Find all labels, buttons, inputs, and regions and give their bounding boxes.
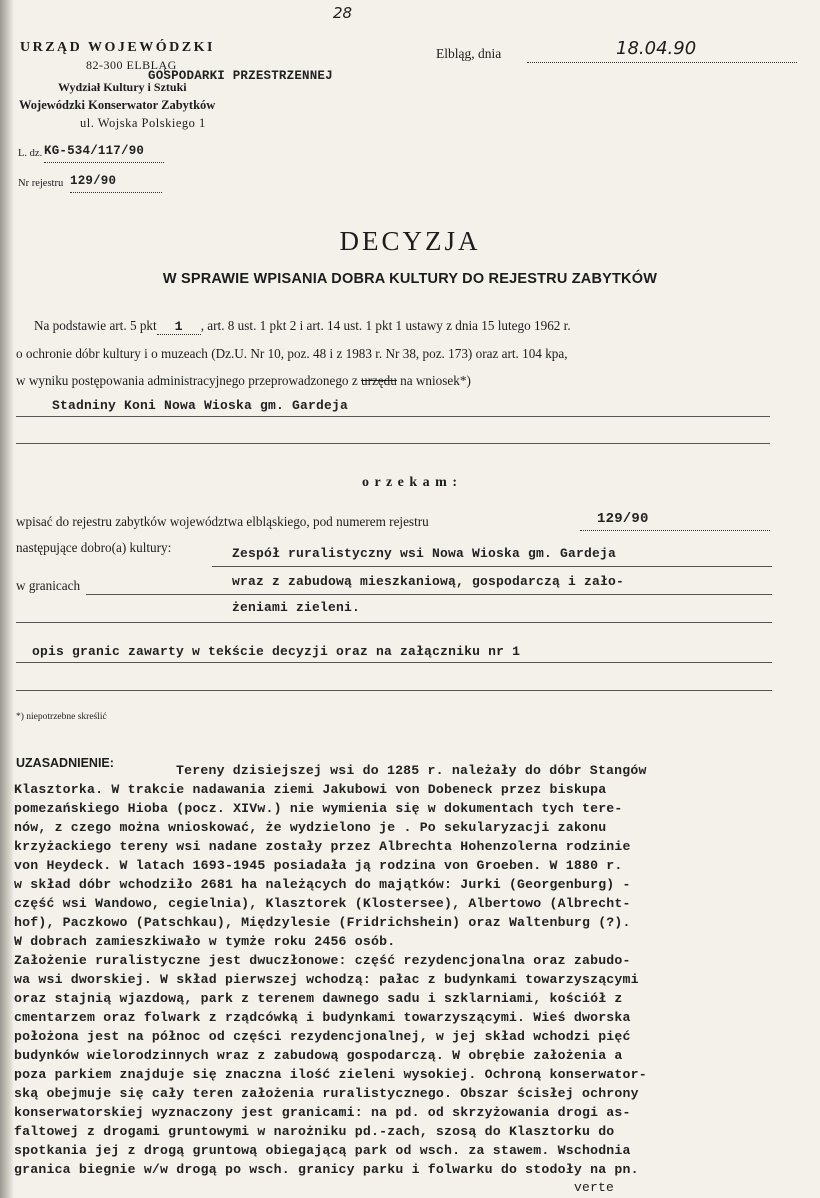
ref-label: L. dz. [18, 148, 43, 159]
document-title: DECYZJA [339, 226, 481, 256]
register-line [70, 192, 162, 193]
entry-number-line [580, 530, 770, 531]
entry-line4-rule [16, 622, 772, 623]
document-subtitle: W SPRAWIE WPISANIA DOBRA KULTURY DO REJESTRU ZABYTKÓW [162, 271, 658, 287]
justification-line: W dobrach zamieszkiwało w tymże roku 2456 osób. [14, 934, 396, 949]
basis-line3-a: w wyniku postępowania administracyjnego przeprowadzonego z [16, 373, 358, 388]
justification-line: pomezańskiego Hioba (pocz. XIVw.) nie wymienia się w dokumentach tych tere- [14, 801, 623, 816]
basis-line1-a: Na podstawie art. 5 pkt [34, 318, 157, 333]
entry-register-number: 129/90 [597, 511, 649, 527]
justification-line: spotkania jej z drogą gruntową obiegającą park od wsch. za stawem. Wschodnia [14, 1143, 631, 1158]
justification-line: Założenie ruralistyczne jest dwuczłonowe: część rezydencjonalna oraz zabudo- [14, 953, 631, 968]
entry-line3-value: wraz z zabudową mieszkaniową, gospodarczą i zało- [232, 574, 625, 589]
office-postcode: 82-300 ELBLĄG [86, 58, 177, 72]
justification-line: cmentarzem oraz folwark z rządcówką i budynkami towarzyszącymi. Wieś dworska [14, 1010, 631, 1025]
ref-line [44, 162, 164, 163]
applicant-line-1 [16, 416, 770, 417]
page-number: 28 [333, 4, 353, 22]
ref-value: KG-534/117/90 [44, 144, 145, 158]
justification-line: budynków wielorodzinnych wraz z zabudową gospodarczą. W obrębie założenia a [14, 1048, 623, 1063]
justification-line: ską obejmuje się cały teren założenia ruralistycznego. Obszar ścisłej ochrony [14, 1086, 639, 1101]
justification-line: w skład dóbr wchodziło 2681 ha należących do majątków: Jurki (Georgenburg) - [14, 877, 631, 892]
justification-line: granica biegnie w/w drogą po wsch. granicy parku i folwarku do stodoły na pn. [14, 1162, 639, 1177]
footnote-text: *) niepotrzebne skreślić [16, 712, 107, 722]
justification-line: wa wsi dworskiej. W skład pierwszej wchodzą: pałac z budynkami towarzyszącymi [14, 972, 639, 987]
entry-line2-value: Zespół ruralistyczny wsi Nowa Wioska gm. Gardeja [232, 546, 617, 561]
verte: verte [574, 1180, 615, 1195]
entry-line6-rule [16, 690, 772, 691]
justification-line: poza parkiem znajduje się znaczna ilość zieleni wysokiej. Ochroną konserwator- [14, 1067, 647, 1082]
justification-line: Klasztorka. W trakcie nadawania ziemi Jakubowi von Dobeneck przez biskupa [14, 782, 607, 797]
entry-line3-label: w granicach [16, 578, 81, 593]
date-label: Elbląg, dnia [436, 46, 502, 61]
conservator-line: Wojewódzki Konserwator Zabytków [19, 98, 216, 112]
justification-line: krzyżackiego tereny wsi nadane zostały przez Albrechta Hohenzolerna rodzinie [14, 839, 631, 854]
justification-line: faltowej z drogami gruntowymi w narożniku pd.-zach, szosą do Klasztorku do [14, 1124, 615, 1139]
street-line: ul. Wojska Polskiego 1 [80, 116, 206, 130]
justification-line: część wsi Wandowo, cegielnia), Klasztorek (Klostersee), Albertowo (Albrecht- [14, 896, 631, 911]
register-label: Nr rejestru [18, 178, 64, 189]
binding-shadow [0, 0, 14, 1198]
office-name: URZĄD WOJEWÓDZKI [20, 40, 215, 55]
basis-line2: o ochronie dóbr kultury i o muzeach (Dz.U. Nr 10, poz. 48 i z 1983 r. Nr 38, poz. 173) oraz art. 104 kpa, [16, 346, 568, 361]
justification-line: położona jest na północ od części rezydencjonalnej, w jej skład wchodzi pięć [14, 1029, 631, 1044]
justification-line: oraz stajnią wjazdową, park z terenem dawnego sadu i szklarniami, kościół z [14, 991, 623, 1006]
date-value: 18.04.90 [616, 38, 697, 59]
applicant-line-2 [16, 443, 770, 444]
justification-line: nów, z czego można wnioskować, że wydzielono je . Po sekularyzacji zakonu [14, 820, 607, 835]
basis-pkt: 1 [157, 319, 201, 335]
basis-line1-b: , art. 8 ust. 1 pkt 2 i art. 14 ust. 1 pkt 1 ustawy z dnia 15 lutego 1962 r. [200, 318, 571, 333]
entry-line2-label: następujące dobro(a) kultury: [16, 540, 172, 555]
department-line: Wydział Kultury i Sztuki [58, 80, 187, 94]
entry-line5-value: opis granic zawarty w tekście decyzji oraz na załączniku nr 1 [32, 644, 521, 659]
entry-line5-rule [16, 662, 772, 663]
entry-line1: wpisać do rejestru zabytków województwa elbląskiego, pod numerem rejestru [16, 514, 429, 529]
justification-label: UZASADNIENIE: [16, 756, 114, 770]
basis-struck: urzędu [360, 373, 397, 388]
applicant: Stadniny Koni Nowa Wioska gm. Gardeja [52, 398, 349, 413]
entry-line4-value: żeniami zieleni. [232, 600, 361, 615]
justification-line: von Heydeck. W latach 1693-1945 posiadała ją rodzina von Groeben. W 1880 r. [14, 858, 623, 873]
justification-line: hof), Paczkowo (Patschkau), Międzylesie (Fridrichshein) oraz Waltenburg (?). [14, 915, 631, 930]
justification-line: konserwatorskiej wyznaczony jest granicami: na pd. od skrzyżowania drogi as- [14, 1105, 631, 1120]
entry-line2-rule [212, 566, 772, 567]
justification-line: Tereny dzisiejszej wsi do 1285 r. należały do dóbr Stangów [176, 763, 647, 778]
entry-line3-rule [86, 594, 772, 595]
orzekam-heading: o r z e k a m : [362, 475, 458, 490]
register-value: 129/90 [70, 174, 117, 188]
department-typed: GOSPODARKI PRZESTRZENNEJ [148, 69, 333, 83]
date-line [527, 62, 797, 63]
basis-line3-b: na wniosek*) [400, 373, 471, 388]
